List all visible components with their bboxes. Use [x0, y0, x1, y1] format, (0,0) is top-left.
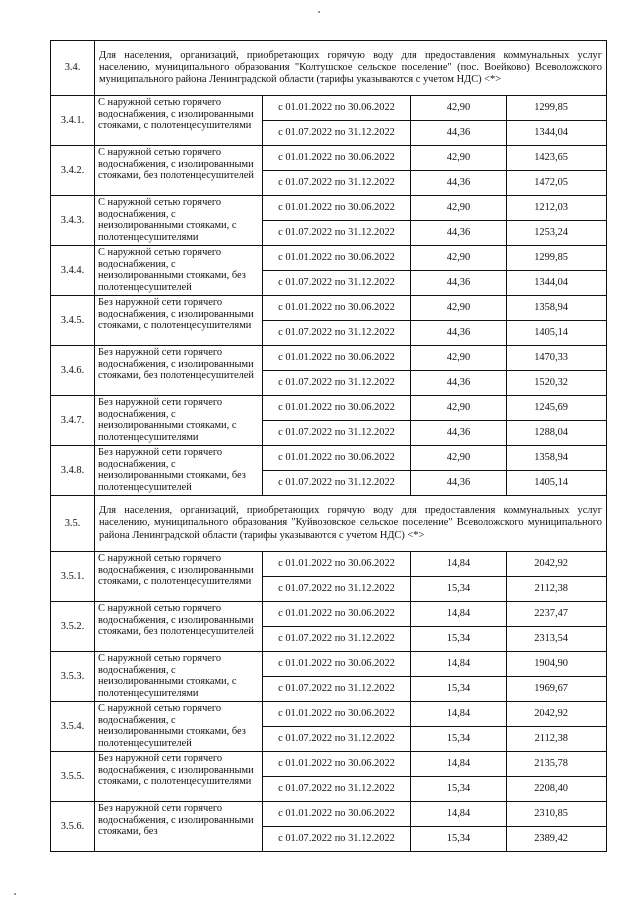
- tariff-value: 2112,38: [507, 727, 607, 752]
- item-description: С наружной сетью горячего водоснабжения, с изолированными стояками, без полотенцесушителей: [98, 147, 254, 182]
- period-cell: с 01.01.2022 по 30.06.2022: [263, 602, 411, 627]
- tariff-value: 1299,85: [507, 96, 607, 121]
- period-cell: с 01.07.2022 по 31.12.2022: [263, 421, 411, 446]
- period-cell: с 01.01.2022 по 30.06.2022: [263, 196, 411, 221]
- item-description-cell: [95, 602, 263, 652]
- section-number: 3.4.: [51, 41, 95, 96]
- item-number: 3.4.3.: [51, 196, 95, 246]
- tariff-row: [51, 652, 607, 677]
- period-cell: с 01.01.2022 по 30.06.2022: [263, 346, 411, 371]
- period-cell: с 01.07.2022 по 31.12.2022: [263, 471, 411, 496]
- period-cell: с 01.01.2022 по 30.06.2022: [263, 702, 411, 727]
- tariff-value: 1344,04: [507, 121, 607, 146]
- component-value: 14,84: [411, 702, 507, 727]
- period-cell: с 01.01.2022 по 30.06.2022: [263, 146, 411, 171]
- item-description-cell: [95, 552, 263, 602]
- component-value: 42,90: [411, 246, 507, 271]
- component-value: 15,34: [411, 827, 507, 852]
- scan-speck: [318, 11, 320, 13]
- tariff-value: 1470,33: [507, 346, 607, 371]
- tariff-value: 2389,42: [507, 827, 607, 852]
- tariff-value: 1405,14: [507, 471, 607, 496]
- item-description: С наружной сетью горячего водоснабжения, с неизолированными стояками, с полотенцесушителями: [98, 197, 237, 243]
- tariff-row: [51, 446, 607, 471]
- item-number: 3.5.4.: [51, 702, 95, 752]
- item-description: С наружной сетью горячего водоснабжения, с неизолированными стояками, с полотенцесушителями: [98, 653, 237, 699]
- period-cell: с 01.07.2022 по 31.12.2022: [263, 777, 411, 802]
- tariff-row: [51, 96, 607, 121]
- tariff-row: [51, 552, 607, 577]
- item-number: 3.5.2.: [51, 602, 95, 652]
- component-value: 44,36: [411, 371, 507, 396]
- tariff-value: 1405,14: [507, 321, 607, 346]
- item-number: 3.4.7.: [51, 396, 95, 446]
- item-number: 3.4.8.: [51, 446, 95, 496]
- tariff-value: 2310,85: [507, 802, 607, 827]
- tariff-value: 1520,32: [507, 371, 607, 396]
- tariff-row: [51, 196, 607, 221]
- tariff-value: 2135,78: [507, 752, 607, 777]
- tariff-table-body: [51, 41, 607, 852]
- tariff-value: 1969,67: [507, 677, 607, 702]
- component-value: 42,90: [411, 196, 507, 221]
- period-cell: с 01.07.2022 по 31.12.2022: [263, 627, 411, 652]
- item-number: 3.5.6.: [51, 802, 95, 852]
- section-row: [51, 41, 607, 96]
- tariff-row: [51, 296, 607, 321]
- period-cell: с 01.07.2022 по 31.12.2022: [263, 221, 411, 246]
- component-value: 15,34: [411, 677, 507, 702]
- component-value: 14,84: [411, 752, 507, 777]
- component-value: 44,36: [411, 421, 507, 446]
- component-value: 44,36: [411, 471, 507, 496]
- tariff-value: 1212,03: [507, 196, 607, 221]
- item-description: Без наружной сети горячего водоснабжения, с изолированными стояками, без полотенцесушителей: [98, 347, 254, 382]
- period-cell: с 01.01.2022 по 30.06.2022: [263, 446, 411, 471]
- section-number: 3.5.: [51, 496, 95, 552]
- section-row: [51, 496, 607, 552]
- tariff-row: [51, 146, 607, 171]
- tariff-value: 1472,05: [507, 171, 607, 196]
- component-value: 15,34: [411, 777, 507, 802]
- item-description-cell: [95, 446, 263, 496]
- period-cell: с 01.07.2022 по 31.12.2022: [263, 577, 411, 602]
- period-cell: с 01.07.2022 по 31.12.2022: [263, 677, 411, 702]
- component-value: 42,90: [411, 96, 507, 121]
- item-number: 3.4.2.: [51, 146, 95, 196]
- tariff-value: 2042,92: [507, 552, 607, 577]
- period-cell: с 01.01.2022 по 30.06.2022: [263, 246, 411, 271]
- period-cell: с 01.07.2022 по 31.12.2022: [263, 171, 411, 196]
- item-description: Без наружной сети горячего водоснабжения, с изолированными стояками, с полотенцесушителями: [98, 753, 254, 788]
- item-description: С наружной сетью горячего водоснабжения, с изолированными стояками, с полотенцесушителями: [98, 97, 254, 132]
- component-value: 15,34: [411, 627, 507, 652]
- component-value: 42,90: [411, 146, 507, 171]
- item-description: Без наружной сети горячего водоснабжения, с неизолированными стояками, с полотенцесушителями: [98, 397, 237, 443]
- item-description-cell: [95, 802, 263, 852]
- item-description-cell: [95, 396, 263, 446]
- item-description: Без наружной сети горячего водоснабжения, с изолированными стояками, без: [98, 803, 254, 838]
- section-heading: Для населения, организаций, приобретающих горячую воду для предоставления коммунальных услуг населению, муниципального образования "Колтушское сельское поселение" (пос. Воейково) Всеволожского муниципального района Ленинградской области (тарифы указываются с учетом НДС) <*>: [95, 41, 607, 96]
- tariff-value: 1245,69: [507, 396, 607, 421]
- tariff-row: [51, 752, 607, 777]
- item-description: Без наружной сети горячего водоснабжения, с неизолированными стояками, без полотенцесушителей: [98, 447, 246, 493]
- period-cell: с 01.01.2022 по 30.06.2022: [263, 802, 411, 827]
- component-value: 44,36: [411, 171, 507, 196]
- component-value: 44,36: [411, 321, 507, 346]
- period-cell: с 01.07.2022 по 31.12.2022: [263, 727, 411, 752]
- period-cell: с 01.01.2022 по 30.06.2022: [263, 752, 411, 777]
- item-description: С наружной сетью горячего водоснабжения, с изолированными стояками, с полотенцесушителями: [98, 553, 254, 588]
- period-cell: с 01.01.2022 по 30.06.2022: [263, 96, 411, 121]
- period-cell: с 01.01.2022 по 30.06.2022: [263, 296, 411, 321]
- tariff-table: [50, 40, 607, 852]
- item-description-cell: [95, 652, 263, 702]
- tariff-row: [51, 702, 607, 727]
- document-page: [50, 40, 606, 852]
- tariff-value: 2313,54: [507, 627, 607, 652]
- item-description-cell: [95, 146, 263, 196]
- tariff-value: 1358,94: [507, 446, 607, 471]
- component-value: 42,90: [411, 396, 507, 421]
- period-cell: с 01.07.2022 по 31.12.2022: [263, 321, 411, 346]
- period-cell: с 01.01.2022 по 30.06.2022: [263, 652, 411, 677]
- tariff-value: 2112,38: [507, 577, 607, 602]
- component-value: 15,34: [411, 727, 507, 752]
- tariff-value: 1423,65: [507, 146, 607, 171]
- period-cell: с 01.07.2022 по 31.12.2022: [263, 121, 411, 146]
- tariff-value: 1358,94: [507, 296, 607, 321]
- item-number: 3.4.4.: [51, 246, 95, 296]
- tariff-value: 1253,24: [507, 221, 607, 246]
- tariff-value: 2237,47: [507, 602, 607, 627]
- component-value: 14,84: [411, 802, 507, 827]
- period-cell: с 01.07.2022 по 31.12.2022: [263, 371, 411, 396]
- item-description-cell: [95, 196, 263, 246]
- tariff-value: 1288,04: [507, 421, 607, 446]
- item-description-cell: [95, 346, 263, 396]
- component-value: 42,90: [411, 296, 507, 321]
- component-value: 44,36: [411, 271, 507, 296]
- component-value: 44,36: [411, 221, 507, 246]
- tariff-value: 1344,04: [507, 271, 607, 296]
- period-cell: с 01.07.2022 по 31.12.2022: [263, 271, 411, 296]
- item-description: С наружной сетью горячего водоснабжения, с изолированными стояками, без полотенцесушителей: [98, 603, 254, 638]
- scan-speck: [14, 893, 16, 895]
- tariff-row: [51, 346, 607, 371]
- component-value: 44,36: [411, 121, 507, 146]
- item-number: 3.5.3.: [51, 652, 95, 702]
- item-description-cell: [95, 702, 263, 752]
- item-description-cell: [95, 96, 263, 146]
- component-value: 14,84: [411, 552, 507, 577]
- period-cell: с 01.07.2022 по 31.12.2022: [263, 827, 411, 852]
- tariff-value: 2208,40: [507, 777, 607, 802]
- section-heading: Для населения, организаций, приобретающих горячую воду для предоставления коммунальных услуг населению, муниципального образования "Куйвозовское сельское поселение" Всеволожского муниципального района Ленинградской области (тарифы указываются с учетом НДС) <*>: [95, 496, 607, 552]
- component-value: 42,90: [411, 446, 507, 471]
- item-number: 3.4.1.: [51, 96, 95, 146]
- component-value: 14,84: [411, 652, 507, 677]
- period-cell: с 01.01.2022 по 30.06.2022: [263, 552, 411, 577]
- tariff-value: 1904,90: [507, 652, 607, 677]
- item-number: 3.5.5.: [51, 752, 95, 802]
- item-description: С наружной сетью горячего водоснабжения, с неизолированными стояками, без полотенцесушителей: [98, 703, 246, 749]
- tariff-value: 2042,92: [507, 702, 607, 727]
- item-description: Без наружной сети горячего водоснабжения, с изолированными стояками, с полотенцесушителями: [98, 297, 254, 332]
- component-value: 15,34: [411, 577, 507, 602]
- tariff-row: [51, 602, 607, 627]
- component-value: 42,90: [411, 346, 507, 371]
- item-number: 3.4.6.: [51, 346, 95, 396]
- component-value: 14,84: [411, 602, 507, 627]
- item-description: С наружной сетью горячего водоснабжения, с неизолированными стояками, без полотенцесушителей: [98, 247, 246, 293]
- period-cell: с 01.01.2022 по 30.06.2022: [263, 396, 411, 421]
- tariff-row: [51, 396, 607, 421]
- item-number: 3.5.1.: [51, 552, 95, 602]
- tariff-value: 1299,85: [507, 246, 607, 271]
- item-description-cell: [95, 246, 263, 296]
- tariff-row: [51, 802, 607, 827]
- item-description-cell: [95, 296, 263, 346]
- tariff-row: [51, 246, 607, 271]
- item-number: 3.4.5.: [51, 296, 95, 346]
- item-description-cell: [95, 752, 263, 802]
